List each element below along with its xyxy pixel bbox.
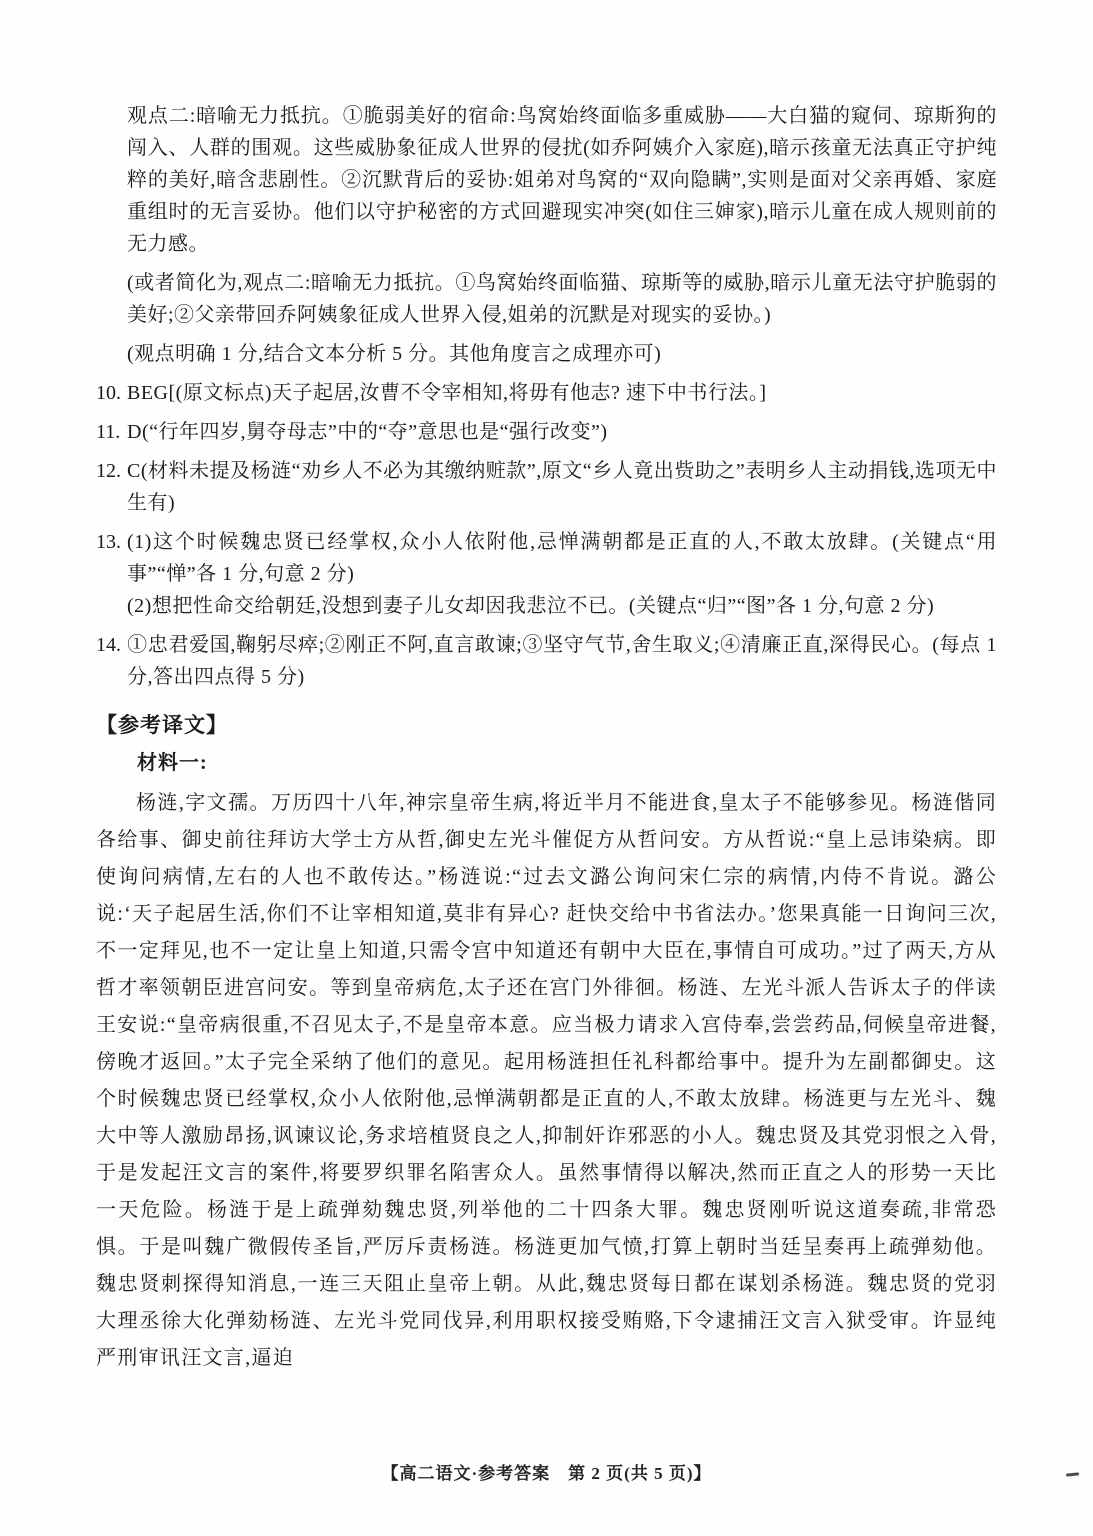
page-footer-text: 【高二语文·参考答案 第 2 页(共 5 页)】 [381,1464,712,1483]
answer-item-11 [96,416,997,448]
answer-number-13: 13. [96,531,121,553]
answer-text-14: ①忠君爱国,鞠躬尽瘁;②刚正不阿,直言敢谏;③坚守气节,舍生取义;④清廉正直,深得民心。(每点 1 分,答出四点得 5 分) [127,634,997,688]
answer-text-12: C(材料未提及杨涟“劝乡人不必为其缴纳赃款”,原文“乡人竟出赀助之”表明乡人主动捐钱,选项无中生有) [127,460,997,514]
answer-text-13-part1: (1)这个时候魏忠贤已经掌权,众小人依附他,忌惮满朝都是正直的人,不敢太放肆。(关键点“用事”“惮”各 1 分,句意 2 分) [127,531,997,585]
answer-item-12 [96,455,997,519]
reference-translation-heading: 【参考译文】 [96,713,228,737]
answer-item-14 [96,629,997,693]
answer-item-13 [96,526,997,590]
answer-number-10: 10. [96,382,121,404]
answer-number-12: 12. [96,460,121,482]
answer-number-11: 11. [96,421,121,443]
page-footer [0,1459,1093,1484]
material-one-label: 材料一: [137,752,208,774]
answer-item-10 [96,377,997,409]
answer-sheet-content [96,100,997,1377]
answer-number-14: 14. [96,634,121,656]
viewpoint2-paragraph: 观点二:暗喻无力抵抗。①脆弱美好的宿命:鸟窝始终面临多重威胁——大白猫的窥伺、琼斯狗的闯入、人群的围观。这些威胁象征成人世界的侵扰(如乔阿姨介入家庭),暗示孩童无法真正守护纯粹的美好,暗含悲剧性。②沉默背后的妥协:姐弟对鸟窝的“双向隐瞒”,实则是面对父亲再婚、家庭重组时的无言妥协。他们以守护秘密的方式回避现实冲突(如住三婶家),暗示儿童在成人规则前的无力感。 [127,105,997,255]
scoring-note: (观点明确 1 分,结合文本分析 5 分。其他角度言之成理亦可) [127,343,662,365]
translation-body: 杨涟,字文孺。万历四十八年,神宗皇帝生病,将近半月不能进食,皇太子不能够参见。杨涟偕同各给事、御史前往拜访大学士方从哲,御史左光斗催促方从哲问安。方从哲说:“皇上忌讳染病。即使询问病情,左右的人也不敢传达。”杨涟说:“过去文潞公询问宋仁宗的病情,内侍不肯说。潞公说:‘天子起居生活,你们不让宰相知道,莫非有异心? 赶快交给中书省法办。’您果真能一日询问三次,不一定拜见,也不一定让皇上知道,只需令宫中知道还有朝中大臣在,事情自可成功。”过了两天,方从哲才率领朝臣进宫问安。等到皇帝病危,太子还在宫门外徘徊。杨涟、左光斗派人告诉太子的伴读王安说:“皇帝病很重,不召见太子,不是皇帝本意。应当极力请求入宫侍奉,尝尝药品,伺候皇帝进餐,傍晚才返回。”太子完全采纳了他们的意见。起用杨涟担任礼科都给事中。提升为左副都御史。这个时候魏忠贤已经掌权,众小人依附他,忌惮满朝都是正直的人,不敢太放肆。杨涟更与左光斗、魏大中等人激励昂扬,讽谏议论,务求培植贤良之人,抑制奸诈邪恶的小人。魏忠贤及其党羽恨之入骨,于是发起汪文言的案件,将要罗织罪名陷害众人。虽然事情得以解决,然而正直之人的形势一天比一天危险。杨涟于是上疏弹劾魏忠贤,列举他的二十四条大罪。魏忠贤刚听说这道奏疏,非常恐惧。于是叫魏广微假传圣旨,严厉斥责杨涟。杨涟更加气愤,打算上朝时当廷呈奏再上疏弹劾他。魏忠贤刺探得知消息,一连三天阻止皇帝上朝。从此,魏忠贤每日都在谋划杀杨涟。魏忠贤的党羽大理丞徐大化弹劾杨涟、左光斗党同伐异,利用职权接受贿赂,下令逮捕汪文言入狱受审。许显纯严刑审讯汪文言,逼迫 [96,792,997,1369]
answer-text-13-part2: (2)想把性命交给朝廷,没想到妻子儿女却因我悲泣不已。(关键点“归”“图”各 1 分,句意 2 分) [127,595,935,617]
viewpoint2-simplified-paragraph: (或者简化为,观点二:暗喻无力抵抗。①鸟窝始终面临猫、琼斯等的威胁,暗示儿童无法守护脆弱的美好;②父亲带回乔阿姨象征成人世界入侵,姐弟的沉默是对现实的妥协。) [127,272,997,326]
answer-text-10: BEG[(原文标点)天子起居,汝曹不令宰相知,将毋有他志? 速下中书行法。] [127,382,767,404]
answer-text-11: D(“行年四岁,舅夺母志”中的“夺”意思也是“强行改变”) [127,421,608,443]
